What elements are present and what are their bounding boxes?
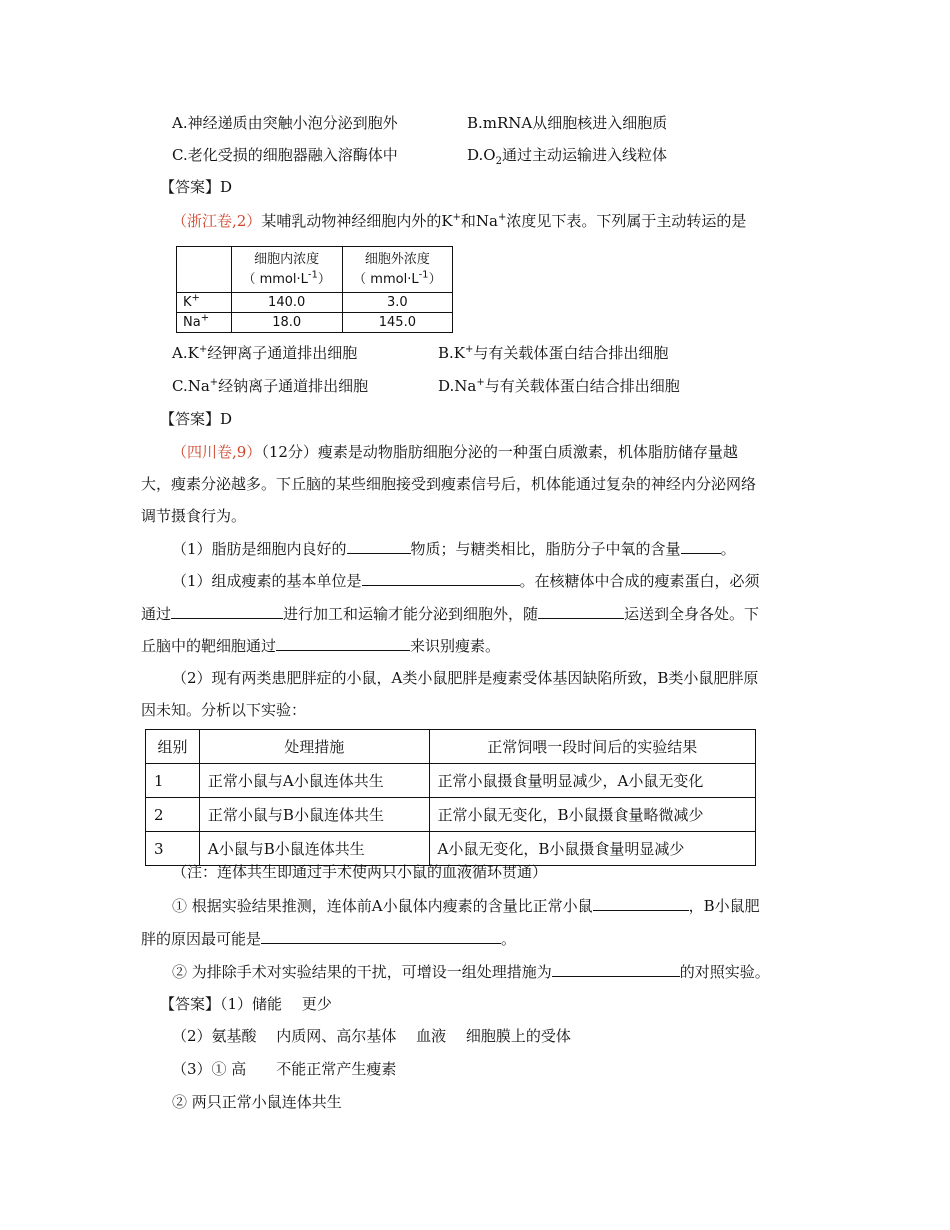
- answer-blank[interactable]: [261, 928, 501, 944]
- q3-source: （四川卷,9）: [172, 443, 262, 461]
- answer-blank[interactable]: [538, 603, 624, 619]
- ion-concentration-table: [176, 246, 453, 333]
- table-header-result: 正常饲喂一段时间后的实验结果: [429, 730, 755, 764]
- q3-part2-line3: 丘脑中的靶细胞通过 来识别瘦素。: [141, 637, 501, 655]
- q3-stem: （四川卷,9）（12分）瘦素是动物脂肪细胞分泌的一种蛋白质激素，机体脂肪储存量越: [172, 443, 738, 461]
- q1-answer: 【答案】D: [160, 178, 233, 196]
- q1-option-c: C.老化受损的细胞器融入溶酶体中: [172, 146, 398, 164]
- answer-blank[interactable]: [171, 603, 283, 619]
- table-note: （注：连体共生即通过手术使两只小鼠的血液循环贯通）: [172, 863, 548, 881]
- q3-part2-line2: 通过 进行加工和运输才能分泌到细胞外，随 运送到全身各处。下: [141, 605, 760, 623]
- q3-answer-line2: （2）氨基酸 内质网、高尔基体 血液 细胞膜上的受体: [172, 1027, 571, 1045]
- q3-part3: （2）现有两类患肥胖症的小鼠，A类小鼠肥胖是瘦素受体基因缺陷所致，B类小鼠肥胖原: [172, 669, 759, 687]
- q3-part3-line2: 因未知。分析以下实验：: [141, 701, 307, 719]
- table-row: 1 正常小鼠与A小鼠连体共生 正常小鼠摄食量明显减少，A小鼠无变化: [146, 764, 756, 798]
- q3-answer-line3: （3）① 高 不能正常产生瘦素: [172, 1060, 397, 1078]
- table-header-outside: 细胞外浓度 （ $mmol\cdot L^{-1}$）: [342, 247, 452, 293]
- answer-blank[interactable]: [347, 538, 411, 554]
- answer-blank[interactable]: [552, 961, 680, 977]
- q2-stem: （浙江卷,2）某哺乳动物神经细胞内外的K+和Na+浓度见下表。下列属于主动转运的是: [172, 212, 747, 230]
- q2-option-b: B.K+与有关载体蛋白结合排出细胞: [438, 344, 669, 362]
- q1-option-d: $D.O_2$通过主动运输进入线粒体: [467, 146, 667, 167]
- answer-blank[interactable]: [593, 895, 689, 911]
- q3-sub2: ② 为排除手术对实验结果的干扰，可增设一组处理措施为 的对照实验。: [172, 963, 770, 981]
- q2-option-c: C.Na+经钠离子通道排出细胞: [172, 377, 369, 395]
- q3-sub1: ① 根据实验结果推测，连体前A小鼠体内瘦素的含量比正常小鼠 ，B小鼠肥: [172, 897, 760, 915]
- q3-part1: （1）脂肪是细胞内良好的 物质；与糖类相比，脂肪分子中氧的含量 。: [172, 540, 736, 558]
- table-header-inside: 细胞内浓度 （ $mmol\cdot L^{-1}$）: [231, 247, 342, 293]
- q3-answer-line4: ② 两只正常小鼠连体共生: [172, 1093, 342, 1111]
- table-header-group: 组别: [146, 730, 200, 764]
- q3-sub1-line2: 胖的原因最可能是 。: [141, 930, 517, 948]
- table-row: 2 正常小鼠与B小鼠连体共生 正常小鼠无变化，B小鼠摄食量略微减少: [146, 798, 756, 832]
- q2-answer: 【答案】D: [160, 410, 233, 428]
- q3-answer: 【答案】（1）储能 更少: [160, 995, 332, 1013]
- q2-option-d: D.Na+与有关载体蛋白结合排出细胞: [438, 377, 680, 395]
- q3-part2: （1）组成瘦素的基本单位是 。在核糖体中合成的瘦素蛋白，必须: [172, 572, 760, 590]
- q3-stem-line2: 大，瘦素分泌越多。下丘脑的某些细胞接受到瘦素信号后，机体能通过复杂的神经内分泌网络: [141, 475, 757, 493]
- table-row: Na+ 18.0 145.0: [177, 313, 453, 333]
- answer-blank[interactable]: [362, 570, 520, 586]
- table-row: 3 A小鼠与B小鼠连体共生 A小鼠无变化，B小鼠摄食量明显减少: [146, 832, 756, 866]
- q1-option-b: B.mRNA从细胞核进入细胞质: [467, 114, 668, 132]
- q1-option-a: A.神经递质由突触小泡分泌到胞外: [172, 114, 398, 132]
- q2-option-a: A.K+经钾离子通道排出细胞: [172, 344, 358, 362]
- q3-stem-line3: 调节摄食行为。: [141, 507, 247, 525]
- table-row: K+ 140.0 3.0: [177, 293, 453, 313]
- table-header-treatment: 处理措施: [199, 730, 429, 764]
- answer-blank[interactable]: [681, 538, 721, 554]
- answer-blank[interactable]: [276, 635, 410, 651]
- q2-source: （浙江卷,2）: [172, 212, 262, 230]
- experiment-table: [145, 729, 756, 866]
